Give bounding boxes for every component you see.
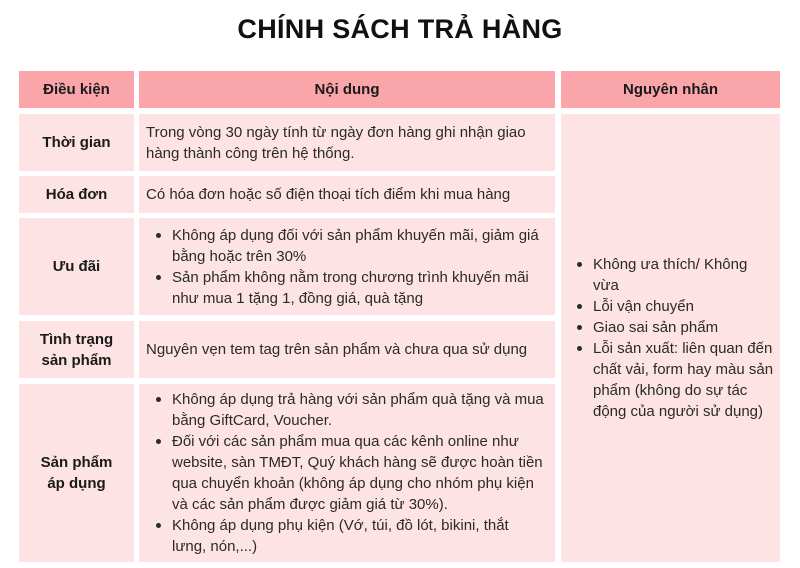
applicable-bullet-list — [149, 389, 545, 557]
reason-bullet-list — [573, 254, 774, 422]
row-label-promotion — [19, 218, 134, 315]
row-content-promotion — [139, 218, 555, 315]
list-item: Không áp dụng đối với sản phẩm khuyến mãi, giảm giá bằng hoặc trên 30% — [149, 225, 545, 267]
row-label-text: Hóa đơn — [45, 186, 108, 203]
header-condition — [19, 71, 134, 108]
row-content-time — [139, 114, 555, 171]
promotion-bullet-list — [149, 225, 545, 309]
reason-cell — [561, 114, 780, 562]
row-label-condition — [19, 321, 134, 378]
header-content-label: Nội dung — [314, 81, 380, 98]
row-content-text: Có hóa đơn hoặc số điện thoại tích điểm khi mua hàng — [146, 186, 511, 203]
row-content-invoice — [139, 176, 555, 213]
row-content-text: Nguyên vẹn tem tag trên sản phẩm và chưa qua sử dụng — [146, 341, 528, 358]
list-item: Đối với các sản phẩm mua qua các kênh online như website, sàn TMĐT, Quý khách hàng sẽ được hoàn tiền qua chuyển khoản (không áp dụng cho nhóm phụ kiện và các sản phẩm được giảm giá từ 30%). — [149, 431, 545, 515]
row-label-text: áp dụng — [47, 475, 106, 492]
header-content — [139, 71, 555, 108]
row-label-text: Ưu đãi — [52, 258, 101, 275]
row-content-condition — [139, 321, 555, 378]
page-title: CHÍNH SÁCH TRẢ HÀNG — [237, 14, 563, 44]
list-item: Lỗi vận chuyển — [573, 296, 774, 317]
row-label-text: Sản phẩm — [40, 454, 113, 471]
header-reason — [561, 71, 780, 108]
list-item: Không áp dụng phụ kiện (Vớ, túi, đồ lót, bikini, thắt lưng, nón,...) — [149, 515, 545, 557]
row-label-text: Tình trạng — [39, 330, 114, 348]
list-item: Sản phẩm không nằm trong chương trình khuyến mãi như mua 1 tặng 1, đồng giá, quà tặng — [149, 267, 545, 309]
header-reason-label: Nguyên nhân — [622, 81, 718, 98]
row-content-text: Trong vòng 30 ngày tính từ ngày đơn hàng ghi nhận giao hàng thành công trên hệ thống. — [146, 123, 526, 162]
header-condition-label: Điều kiện — [43, 81, 110, 98]
row-label-invoice — [19, 176, 134, 213]
row-label-text: Thời gian — [42, 134, 111, 151]
row-label-time — [19, 114, 134, 171]
row-content-applicable — [139, 384, 555, 562]
list-item: Không áp dụng trả hàng với sản phẩm quà tặng và mua bằng GiftCard, Voucher. — [149, 389, 545, 431]
list-item: Lỗi sản xuất: liên quan đến chất vải, form hay màu sản phẩm (không do sự tác động của người sử dụng) — [573, 338, 774, 422]
row-label-text: sản phẩm — [41, 351, 112, 369]
list-item: Giao sai sản phẩm — [573, 317, 774, 338]
row-label-applicable — [19, 384, 134, 562]
list-item: Không ưa thích/ Không vừa — [573, 254, 774, 296]
